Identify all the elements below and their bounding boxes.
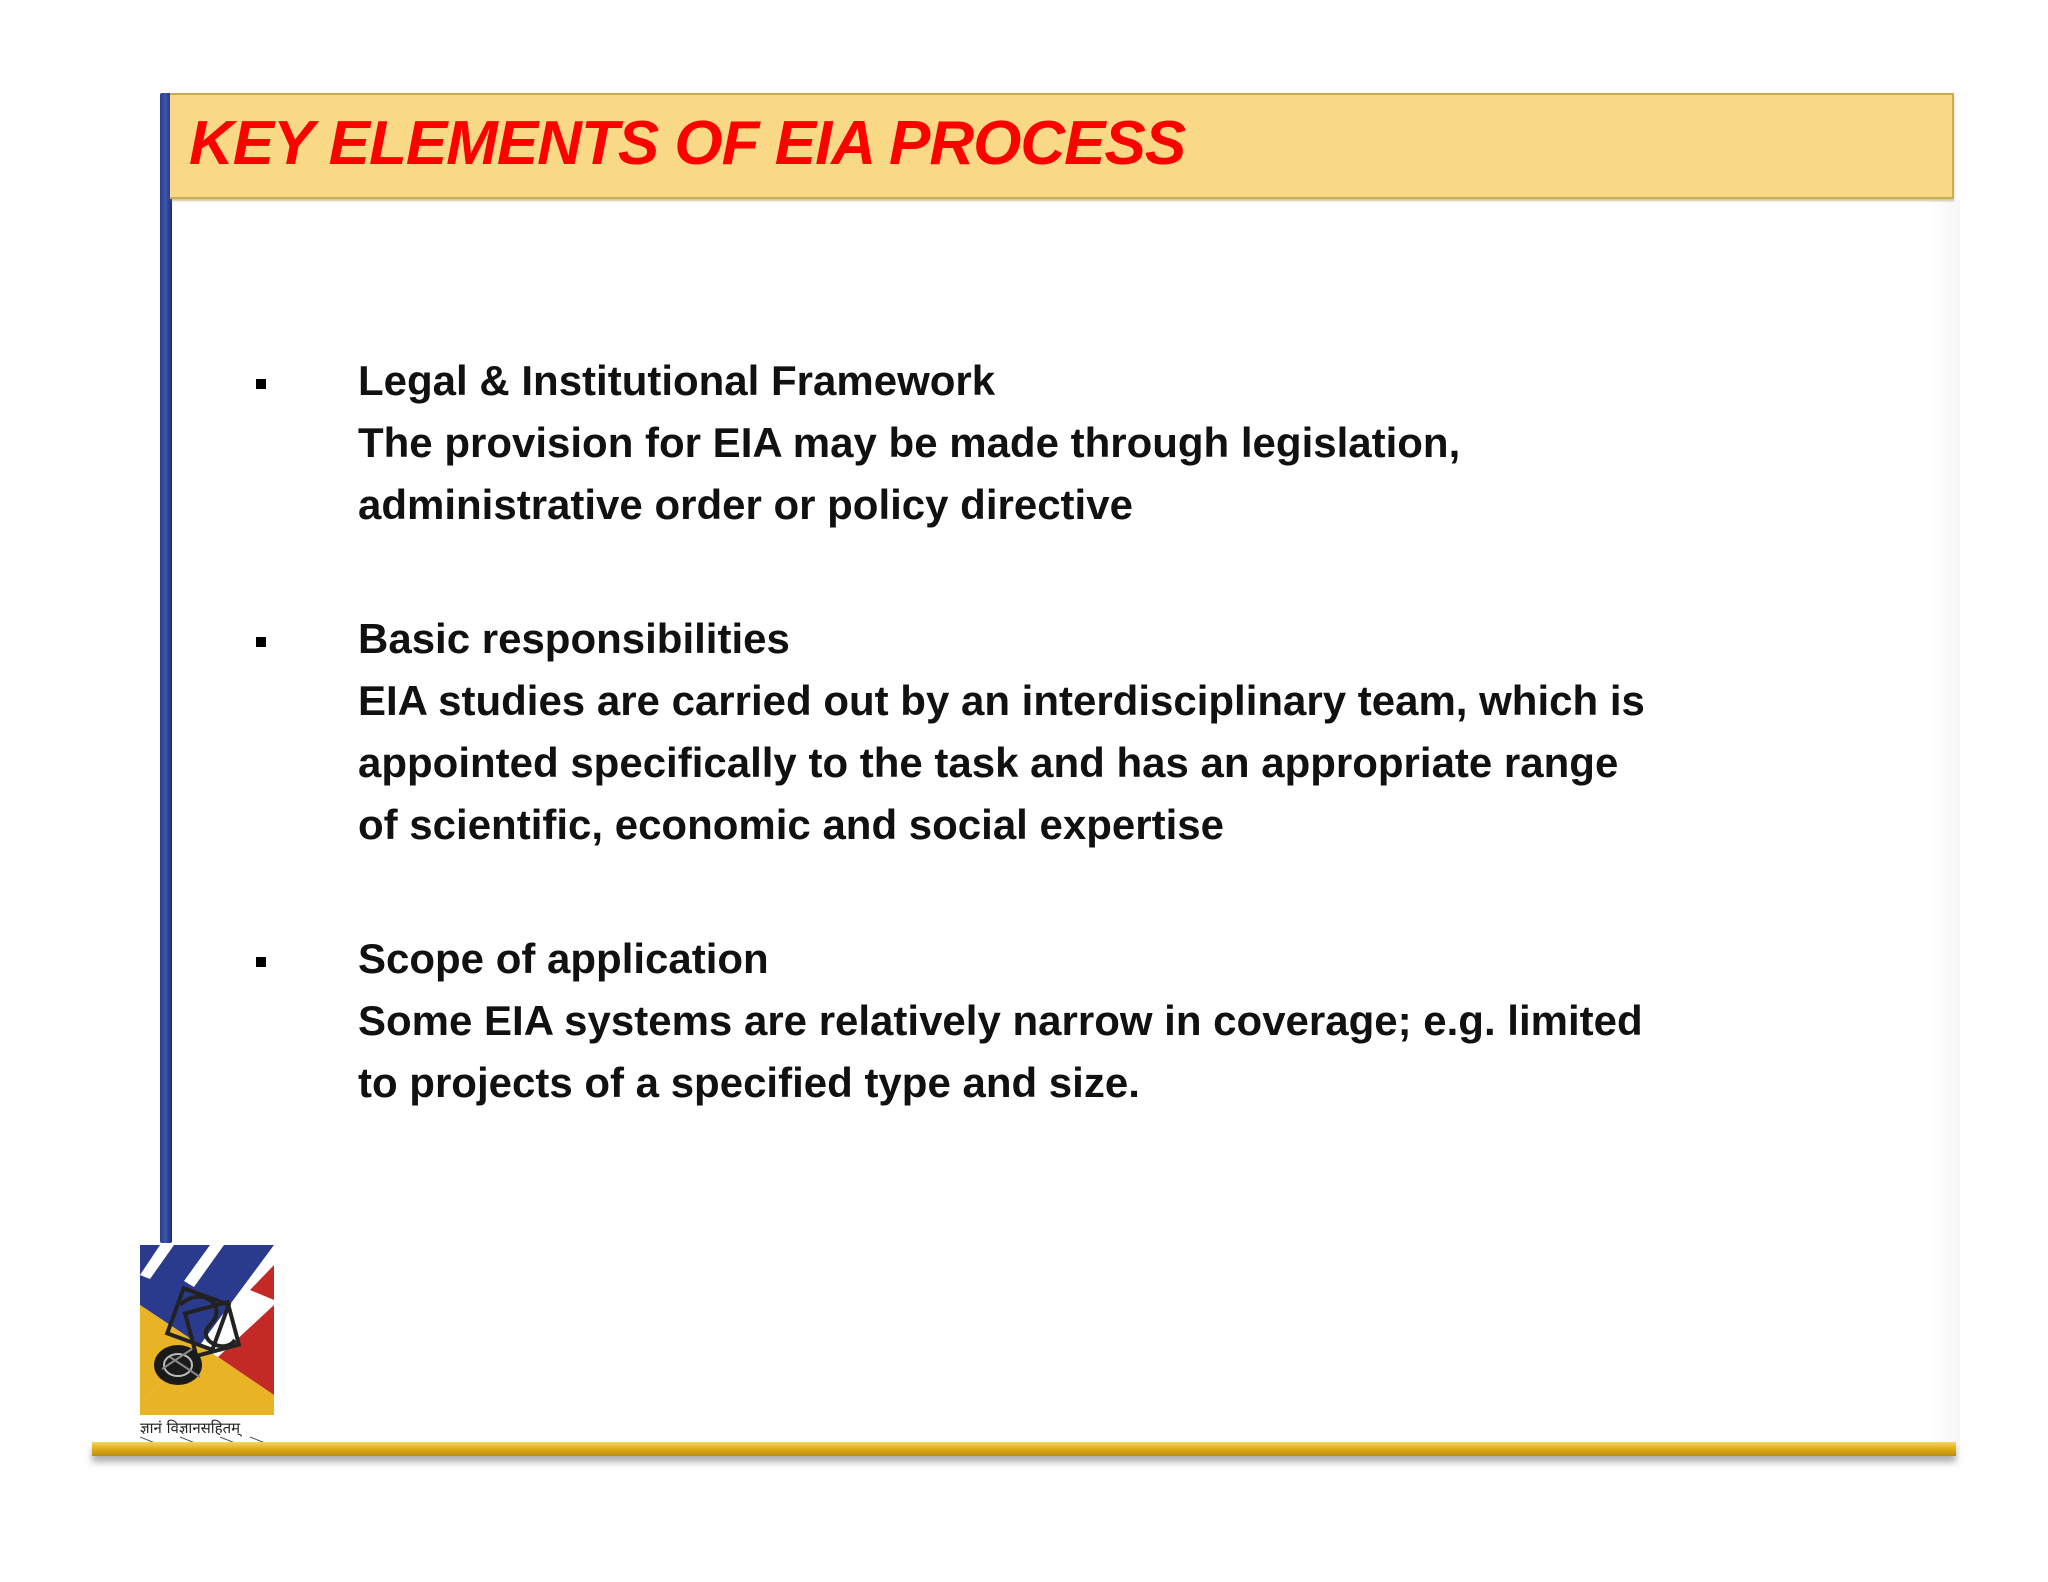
logo-caption: ज्ञानं विज्ञानसहितम्	[140, 1419, 241, 1437]
slide-title: KEY ELEMENTS OF EIA PROCESS	[189, 109, 1186, 178]
bullet-item	[250, 608, 1850, 856]
bullet-item	[250, 928, 1850, 1114]
bullet-text	[358, 350, 1850, 536]
bullet-line: The provision for EIA may be made through legislation,	[358, 419, 1461, 466]
bullet-line: administrative order or policy directive	[358, 481, 1133, 528]
bullet-line: to projects of a specified type and size.	[358, 1059, 1140, 1106]
institution-logo	[140, 1245, 274, 1445]
right-edge-shade	[1930, 200, 1960, 1450]
bullet-line: of scientific, economic and social expertise	[358, 801, 1224, 848]
bullet-list	[250, 350, 1850, 1186]
square-bullet-icon	[256, 637, 266, 647]
bullet-heading: Legal & Institutional Framework	[358, 357, 996, 404]
institution-emblem-icon	[140, 1245, 274, 1445]
bullet-heading: Scope of application	[358, 935, 769, 982]
bullet-heading: Basic responsibilities	[358, 615, 790, 662]
square-bullet-icon	[256, 957, 266, 967]
bottom-gold-bar	[92, 1442, 1956, 1456]
title-band	[170, 93, 1954, 199]
bullet-item	[250, 350, 1850, 536]
bullet-text	[358, 608, 1850, 856]
bullet-line: Some EIA systems are relatively narrow in coverage; e.g. limited	[358, 997, 1643, 1044]
bullet-line: EIA studies are carried out by an interdisciplinary team, which is	[358, 677, 1645, 724]
left-accent-bar	[160, 93, 172, 1243]
bullet-line: appointed specifically to the task and has an appropriate range	[358, 739, 1619, 786]
bullet-text	[358, 928, 1850, 1114]
square-bullet-icon	[256, 379, 266, 389]
